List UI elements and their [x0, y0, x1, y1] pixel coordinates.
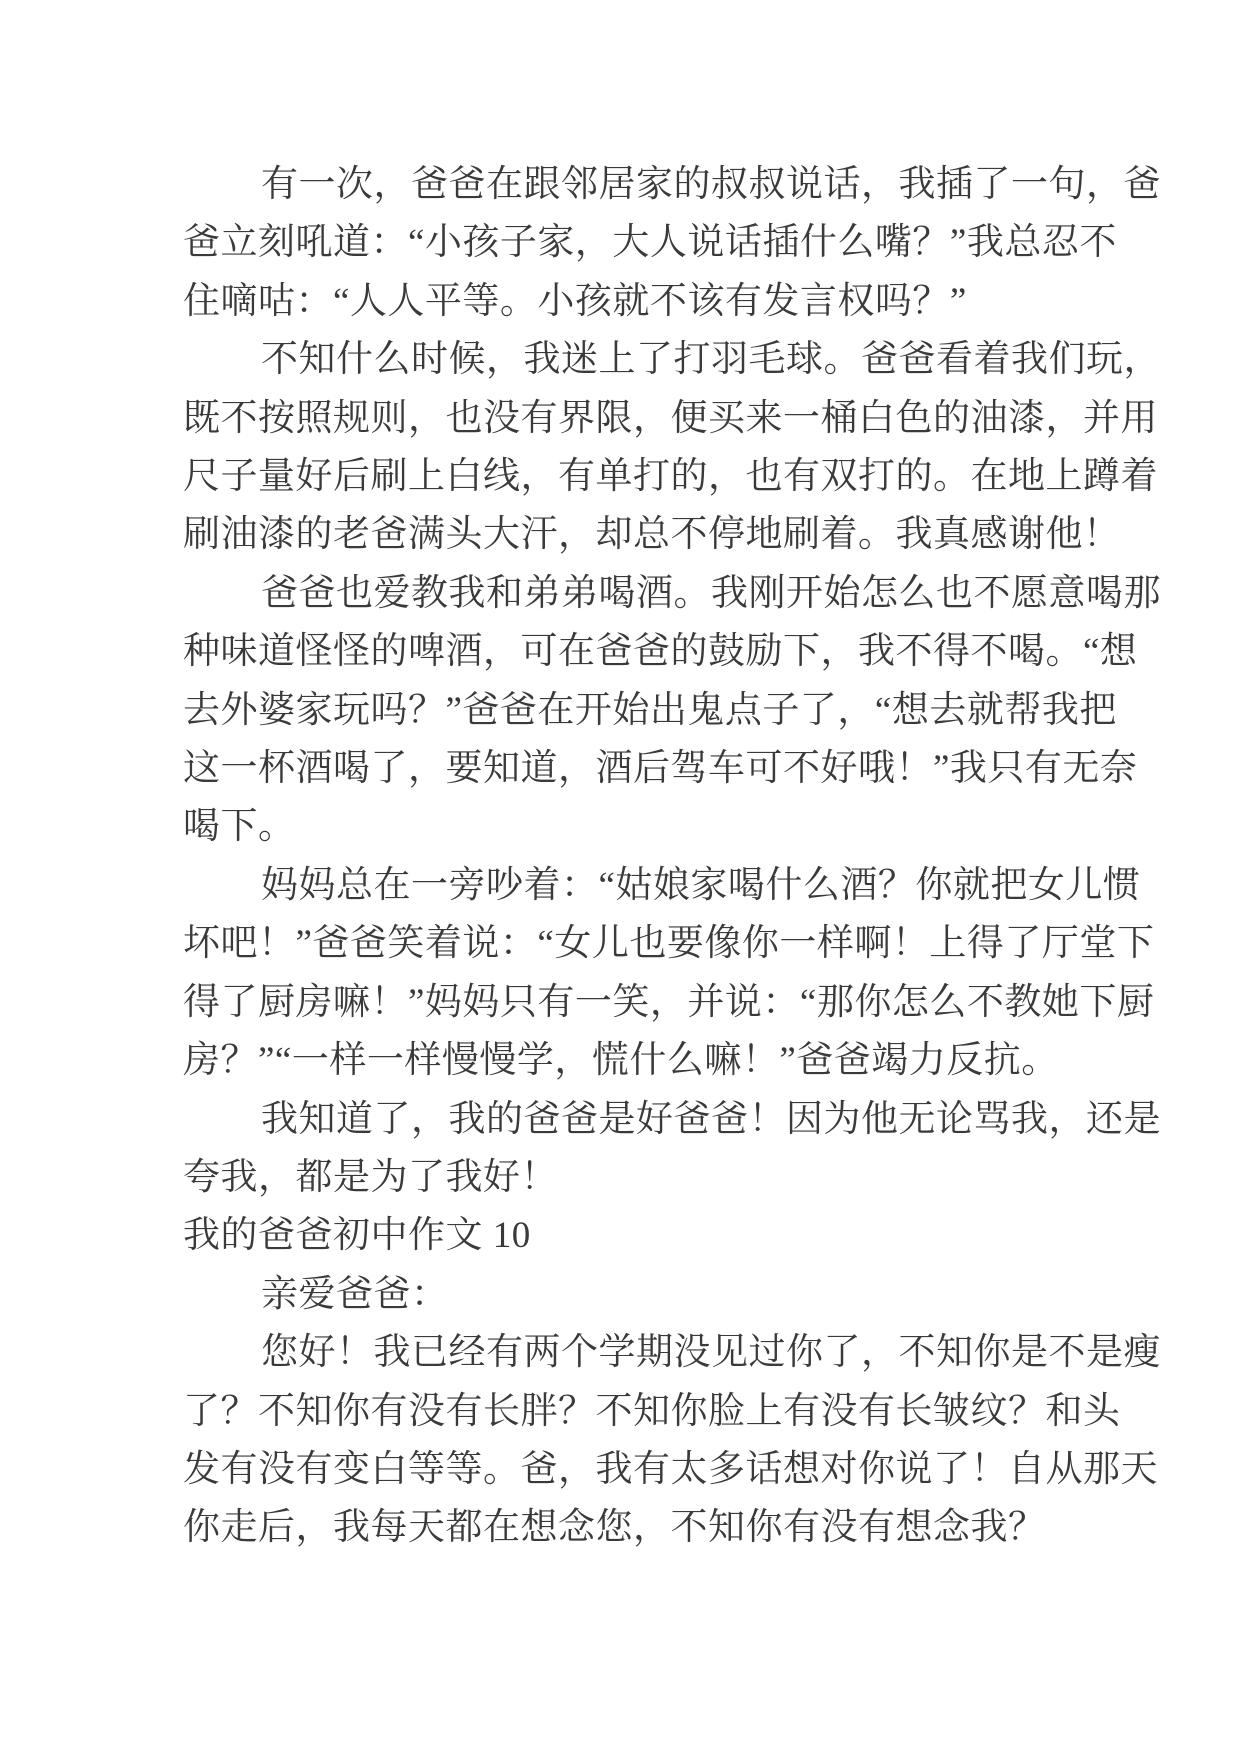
text-line: 不知什么时候，我迷上了打羽毛球。爸爸看着我们玩， [261, 339, 1161, 381]
text-line: 尺子量好后刷上白线，有单打的，也有双打的。在地上蹲着 [183, 456, 1158, 498]
text-line: 有一次，爸爸在跟邻居家的叔叔说话，我插了一句，爸 [261, 164, 1161, 205]
text-line: 妈妈总在一旁吵着：“姑娘家喝什么酒？你就把女儿惯 [261, 864, 1141, 906]
text-line: 你走后，我每天都在想念您，不知你有没有想念我？ [183, 1507, 1046, 1549]
section-heading: 我的爸爸初中作文 10 [183, 1215, 531, 1257]
text-line: 坏吧！”爸爸笑着说：“女儿也要像你一样啊！上得了厅堂下 [183, 923, 1155, 965]
text-line: 既不按照规则，也没有界限，便买来一桶白色的油漆，并用 [183, 397, 1158, 439]
essay-text-column [183, 156, 1161, 1558]
text-line: 亲爱爸爸： [261, 1273, 449, 1315]
text-line: 您好！我已经有两个学期没见过你了，不知你是不是瘦 [261, 1332, 1161, 1374]
text-line: 房？”“一样一样慢慢学，慌什么嘛！”爸爸竭力反抗。 [183, 1040, 1059, 1082]
text-line: 这一杯酒喝了，要知道，酒后驾车可不好哦！”我只有无奈 [183, 748, 1138, 790]
text-line: 发有没有变白等等。爸，我有太多话想对你说了！自从那天 [183, 1448, 1158, 1490]
text-line: 得了厨房嘛！”妈妈只有一笑，并说：“那你怎么不教她下厨 [183, 981, 1155, 1023]
text-line: 住嘀咕：“人人平等。小孩就不该有发言权吗？” [183, 280, 967, 322]
text-line: 刷油漆的老爸满头大汗，却总不停地刷着。我真感谢他！ [183, 514, 1121, 556]
text-line: 种味道怪怪的啤酒，可在爸爸的鼓励下，我不得不喝。“想 [183, 631, 1138, 673]
text-line: 爸立刻吼道：“小孩子家，大人说话插什么嘴？”我总忍不 [183, 222, 1117, 264]
text-line: 去外婆家玩吗？”爸爸在开始出鬼点子了，“想去就帮我把 [183, 689, 1117, 731]
text-line: 爸爸也爱教我和弟弟喝酒。我刚开始怎么也不愿意喝那 [261, 572, 1161, 614]
text-line: 了？不知你有没有长胖？不知你脸上有没有长皱纹？和头 [183, 1390, 1121, 1432]
text-line: 夸我，都是为了我好！ [183, 1156, 558, 1198]
text-line: 喝下。 [183, 806, 296, 848]
text-line: 我知道了，我的爸爸是好爸爸！因为他无论骂我，还是 [261, 1098, 1161, 1140]
